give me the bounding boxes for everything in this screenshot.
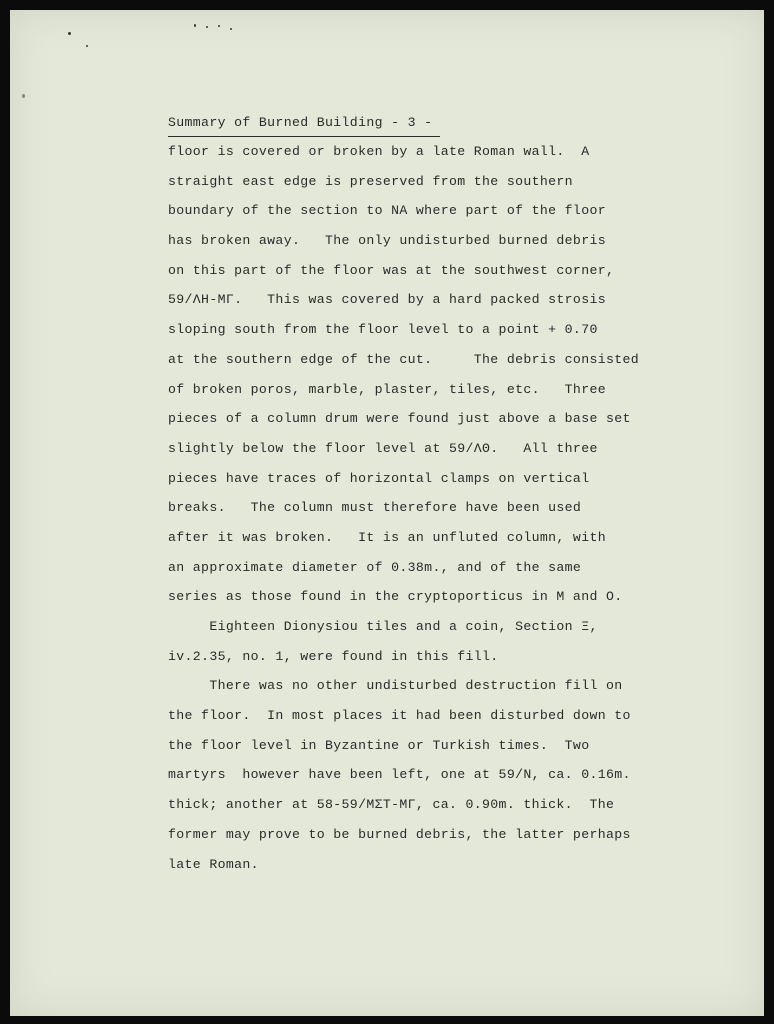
text-line: 59/ΛΗ-ΜΓ. This was covered by a hard packed strosis xyxy=(168,292,606,308)
page-heading: Summary of Burned Building - 3 - xyxy=(168,110,440,137)
ink-speck xyxy=(68,32,71,35)
text-line: straight east edge is preserved from the southern xyxy=(168,173,573,189)
ink-speck xyxy=(230,28,232,30)
text-line: thick; another at 58-59/ΜΣΤ-ΜΓ, ca. 0.90m. thick. The xyxy=(168,797,615,813)
ink-speck xyxy=(218,25,220,27)
text-line: martyrs however have been left, one at 59/N, ca. 0.16m. xyxy=(168,767,631,783)
text-line: series as those found in the cryptoporticus in M and O. xyxy=(168,589,623,605)
ink-speck xyxy=(22,94,25,98)
ink-speck xyxy=(206,26,208,28)
text-line: floor is covered or broken by a late Roman wall. A xyxy=(168,144,590,159)
text-line: after it was broken. It is an unfluted column, with xyxy=(168,529,606,545)
text-line: boundary of the section to NA where part of the floor xyxy=(168,203,606,219)
text-line: There was no other undisturbed destruction fill on xyxy=(168,678,623,694)
text-line: sloping south from the floor level to a point + 0.70 xyxy=(168,322,598,338)
text-line: of broken poros, marble, plaster, tiles, etc. Three xyxy=(168,381,606,397)
text-line: has broken away. The only undisturbed burned debris xyxy=(168,233,606,249)
ink-speck xyxy=(194,24,196,27)
document-body xyxy=(168,110,728,879)
text-line: pieces of a column drum were found just above a base set xyxy=(168,411,631,427)
text-line: former may prove to be burned debris, the latter perhaps xyxy=(168,826,631,842)
text-line: iv.2.35, no. 1, were found in this fill. xyxy=(168,648,499,664)
text-line: slightly below the floor level at 59/ΛΘ. All three xyxy=(168,440,598,456)
text-line: pieces have traces of horizontal clamps on vertical xyxy=(168,470,590,486)
text-lines xyxy=(168,137,728,879)
ink-speck xyxy=(86,45,88,47)
text-line: at the southern edge of the cut. The debris consisted xyxy=(168,351,640,367)
text-line: on this part of the floor was at the southwest corner, xyxy=(168,262,615,278)
text-line: the floor. In most places it had been disturbed down to xyxy=(168,708,631,724)
text-line: breaks. The column must therefore have been used xyxy=(168,500,582,516)
text-line: the floor level in Byzantine or Turkish times. Two xyxy=(168,737,590,753)
typewritten-page xyxy=(10,10,764,1016)
text-line: Eighteen Dionysiou tiles and a coin, Section Ξ, xyxy=(168,619,598,634)
text-line: late Roman. xyxy=(168,856,259,872)
text-line: an approximate diameter of 0.38m., and of the same xyxy=(168,559,582,575)
